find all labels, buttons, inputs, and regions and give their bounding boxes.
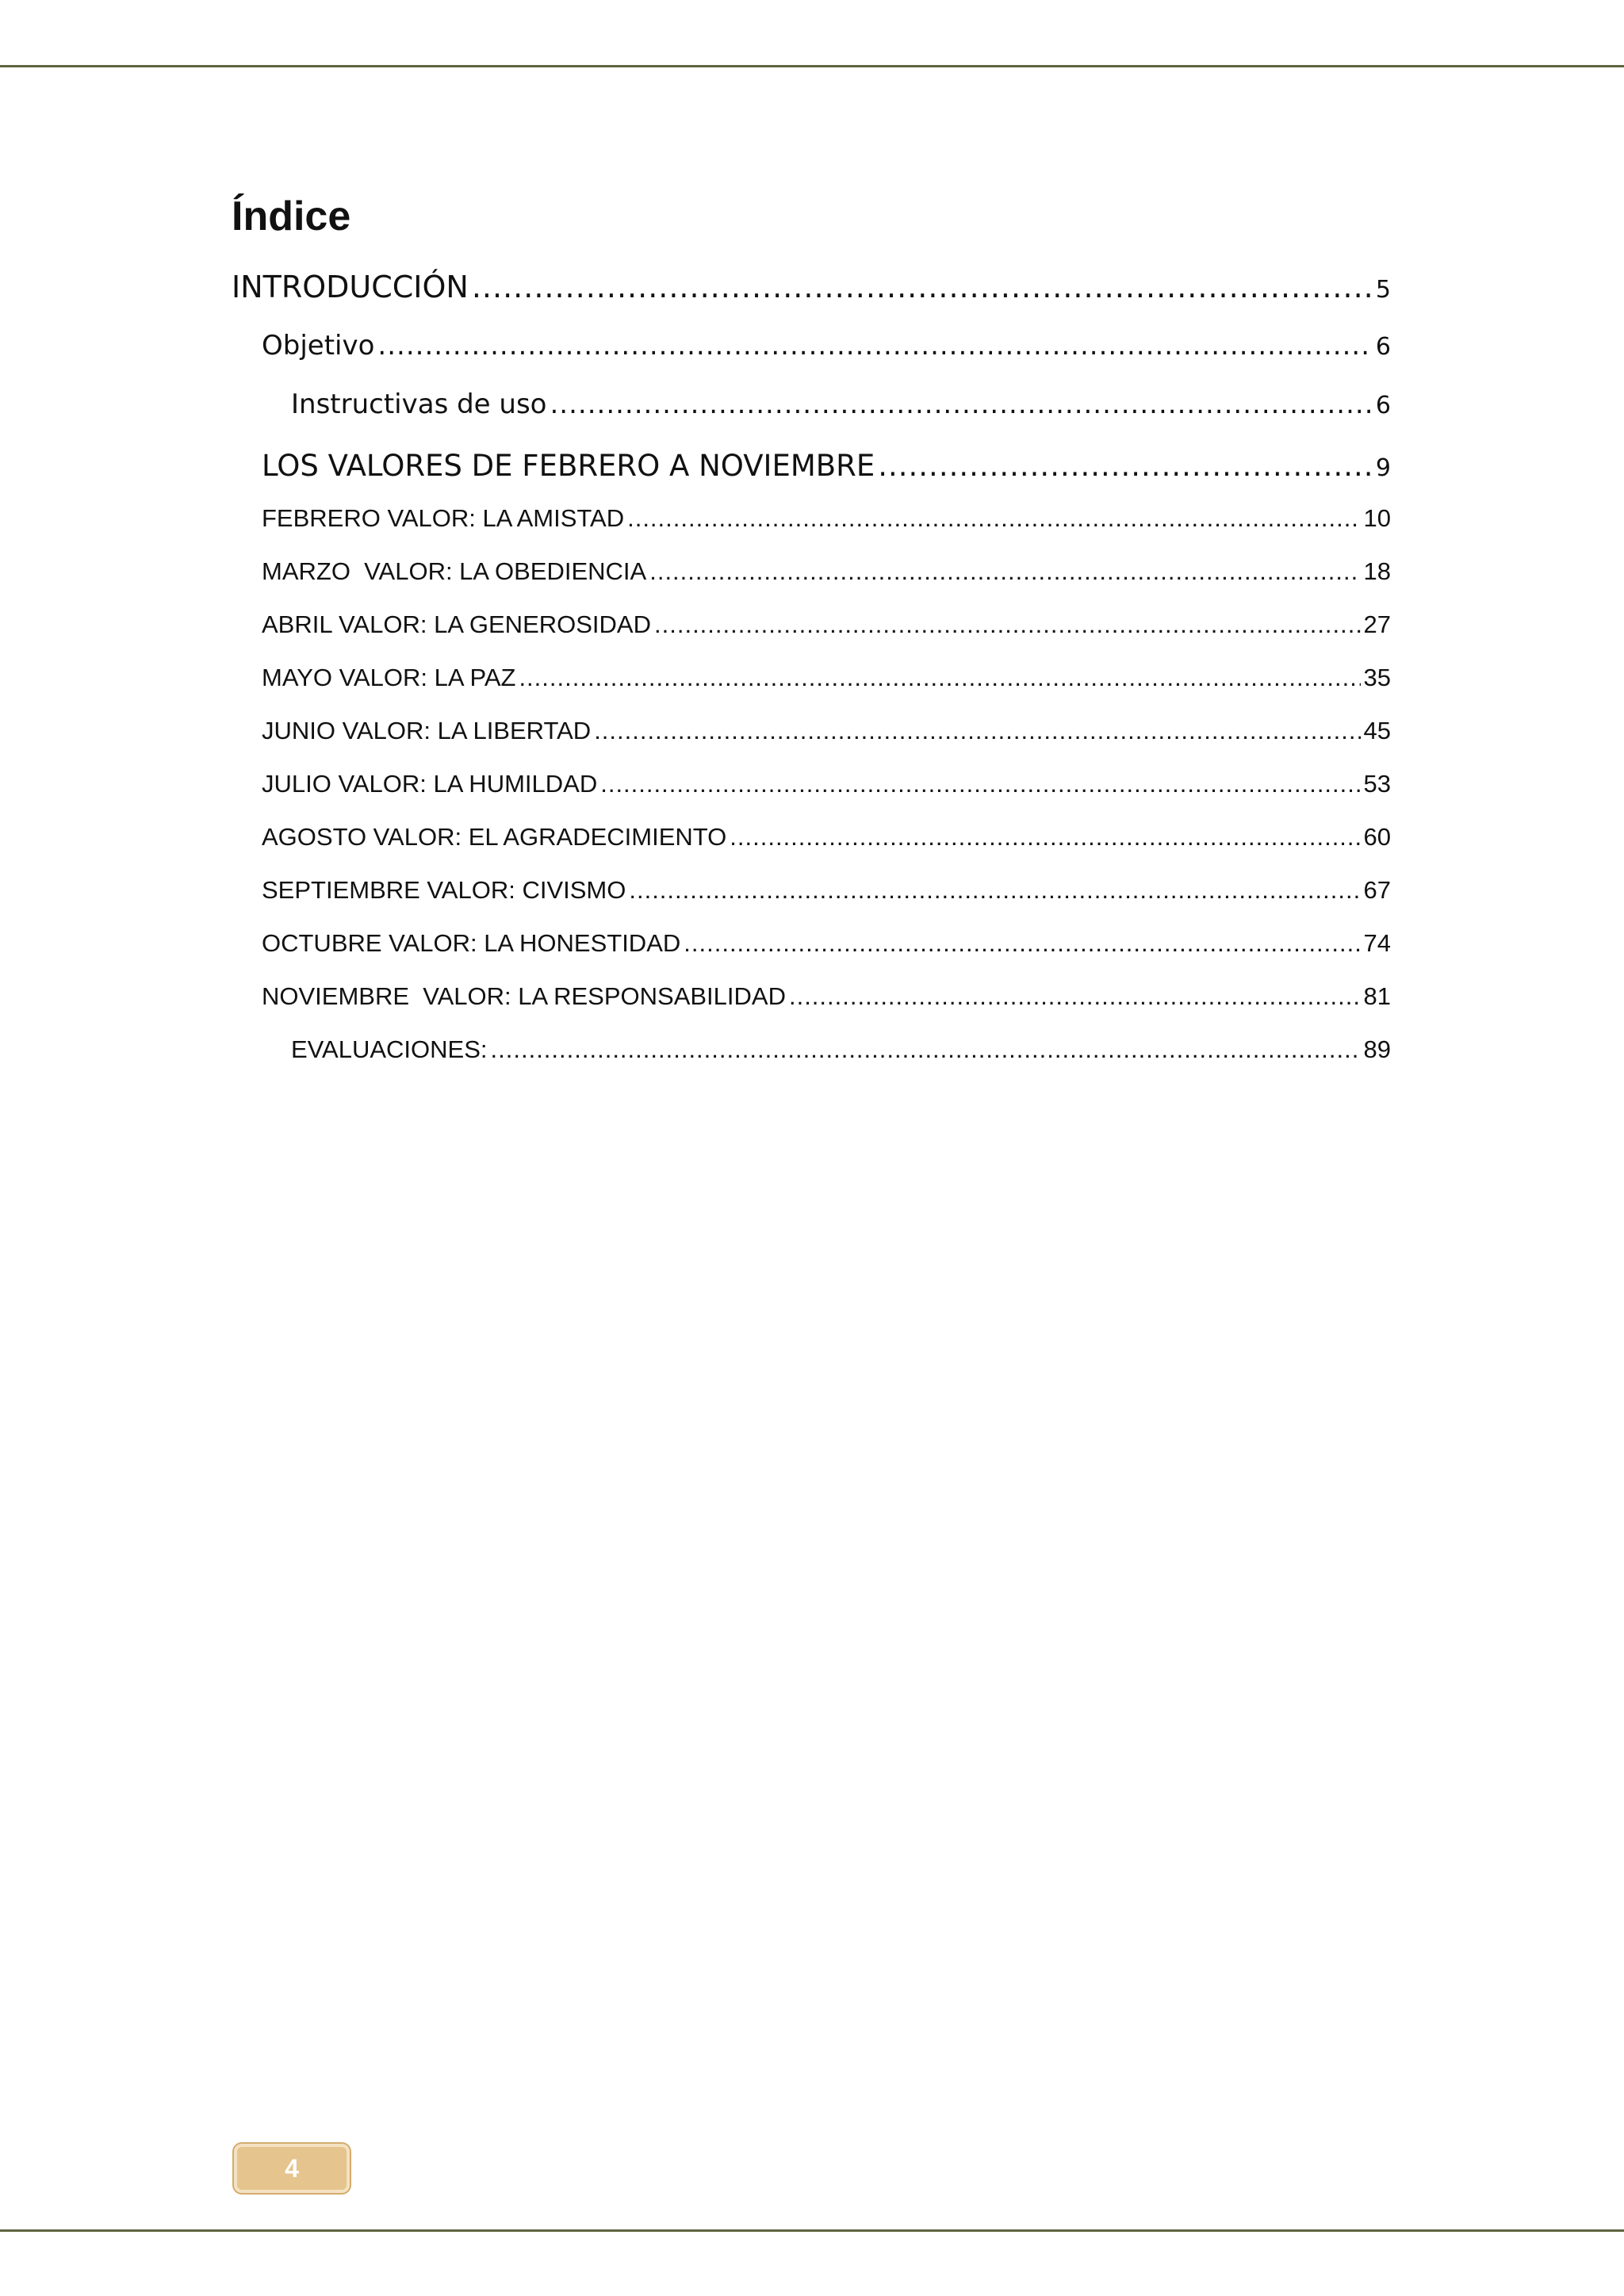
toc-entry-label: JUNIO VALOR: LA LIBERTAD [262, 717, 592, 744]
toc-entry-label: INTRODUCCIÓN [232, 270, 469, 304]
toc-entry-label: Objetivo [262, 330, 375, 362]
toc-entry[interactable] [262, 717, 1391, 745]
toc-entry-label: MAYO VALOR: LA PAZ [262, 664, 516, 691]
toc-entry[interactable] [262, 610, 1391, 639]
toc-entry[interactable] [262, 929, 1391, 958]
toc-leader [550, 388, 1372, 420]
toc-leader [730, 823, 1360, 851]
toc-entry-page: 6 [1375, 392, 1391, 419]
toc-entry-label: LOS VALORES DE FEBRERO A NOVIEMBRE [262, 449, 875, 483]
toc-leader [789, 982, 1361, 1011]
toc-leader [600, 770, 1360, 798]
toc-entry[interactable] [262, 982, 1391, 1011]
toc-entry-label: SEPTIEMBRE VALOR: CIVISMO [262, 876, 626, 904]
toc-entry[interactable] [291, 1035, 1391, 1064]
toc-leader [472, 270, 1373, 304]
toc-leader [654, 610, 1361, 639]
toc-entry[interactable] [262, 664, 1391, 692]
toc-entry-page: 67 [1363, 876, 1391, 904]
toc-entry-page: 35 [1363, 664, 1391, 691]
toc-entry-label: NOVIEMBRE VALOR: LA RESPONSABILIDAD [262, 982, 786, 1010]
page-title: Índice [232, 193, 351, 239]
toc-leader [649, 557, 1360, 586]
toc-entry-label: AGOSTO VALOR: EL AGRADECIMIENTO [262, 823, 727, 851]
toc-leader [491, 1035, 1361, 1064]
toc-entry-page: 53 [1363, 770, 1391, 798]
toc-entry-page: 27 [1363, 610, 1391, 638]
toc-leader [629, 876, 1360, 905]
page-number: 4 [285, 2153, 299, 2183]
toc-entry-page: 89 [1363, 1035, 1391, 1063]
toc-entry-page: 10 [1363, 504, 1391, 532]
toc-leader [377, 330, 1372, 362]
page-number-badge [234, 2144, 350, 2193]
toc-entry-page: 6 [1375, 333, 1391, 361]
toc-leader [519, 664, 1360, 692]
toc-entry-label: FEBRERO VALOR: LA AMISTAD [262, 504, 625, 532]
toc-leader [594, 717, 1360, 745]
toc-entry-page: 9 [1375, 454, 1391, 482]
toc-entry[interactable] [262, 449, 1391, 483]
toc-leader [684, 929, 1360, 958]
toc-entry-page: 74 [1363, 929, 1391, 957]
toc-entry-label: MARZO VALOR: LA OBEDIENCIA [262, 557, 647, 585]
toc-entry[interactable] [262, 876, 1391, 905]
bottom-rule [0, 2229, 1624, 2232]
toc-entry-page: 60 [1363, 823, 1391, 851]
toc-entry[interactable] [232, 270, 1391, 304]
top-rule [0, 65, 1624, 67]
toc-entry-page: 81 [1363, 982, 1391, 1010]
toc-entry[interactable] [291, 388, 1391, 420]
toc-entry[interactable] [262, 330, 1391, 362]
toc-entry-label: ABRIL VALOR: LA GENEROSIDAD [262, 610, 651, 638]
toc-leader [627, 504, 1360, 533]
toc-entry[interactable] [262, 823, 1391, 851]
toc-entry[interactable] [262, 504, 1391, 533]
toc-entry[interactable] [262, 557, 1391, 586]
toc-entry-label: JULIO VALOR: LA HUMILDAD [262, 770, 598, 798]
toc-entry-label: EVALUACIONES: [291, 1035, 488, 1063]
toc-entry-page: 18 [1363, 557, 1391, 585]
toc-entry-page: 45 [1363, 717, 1391, 744]
toc-entry-label: Instructivas de uso [291, 388, 547, 420]
toc-entry[interactable] [262, 770, 1391, 798]
toc-entry-label: OCTUBRE VALOR: LA HONESTIDAD [262, 929, 681, 957]
toc-entry-page: 5 [1375, 276, 1391, 304]
toc-leader [878, 449, 1373, 483]
